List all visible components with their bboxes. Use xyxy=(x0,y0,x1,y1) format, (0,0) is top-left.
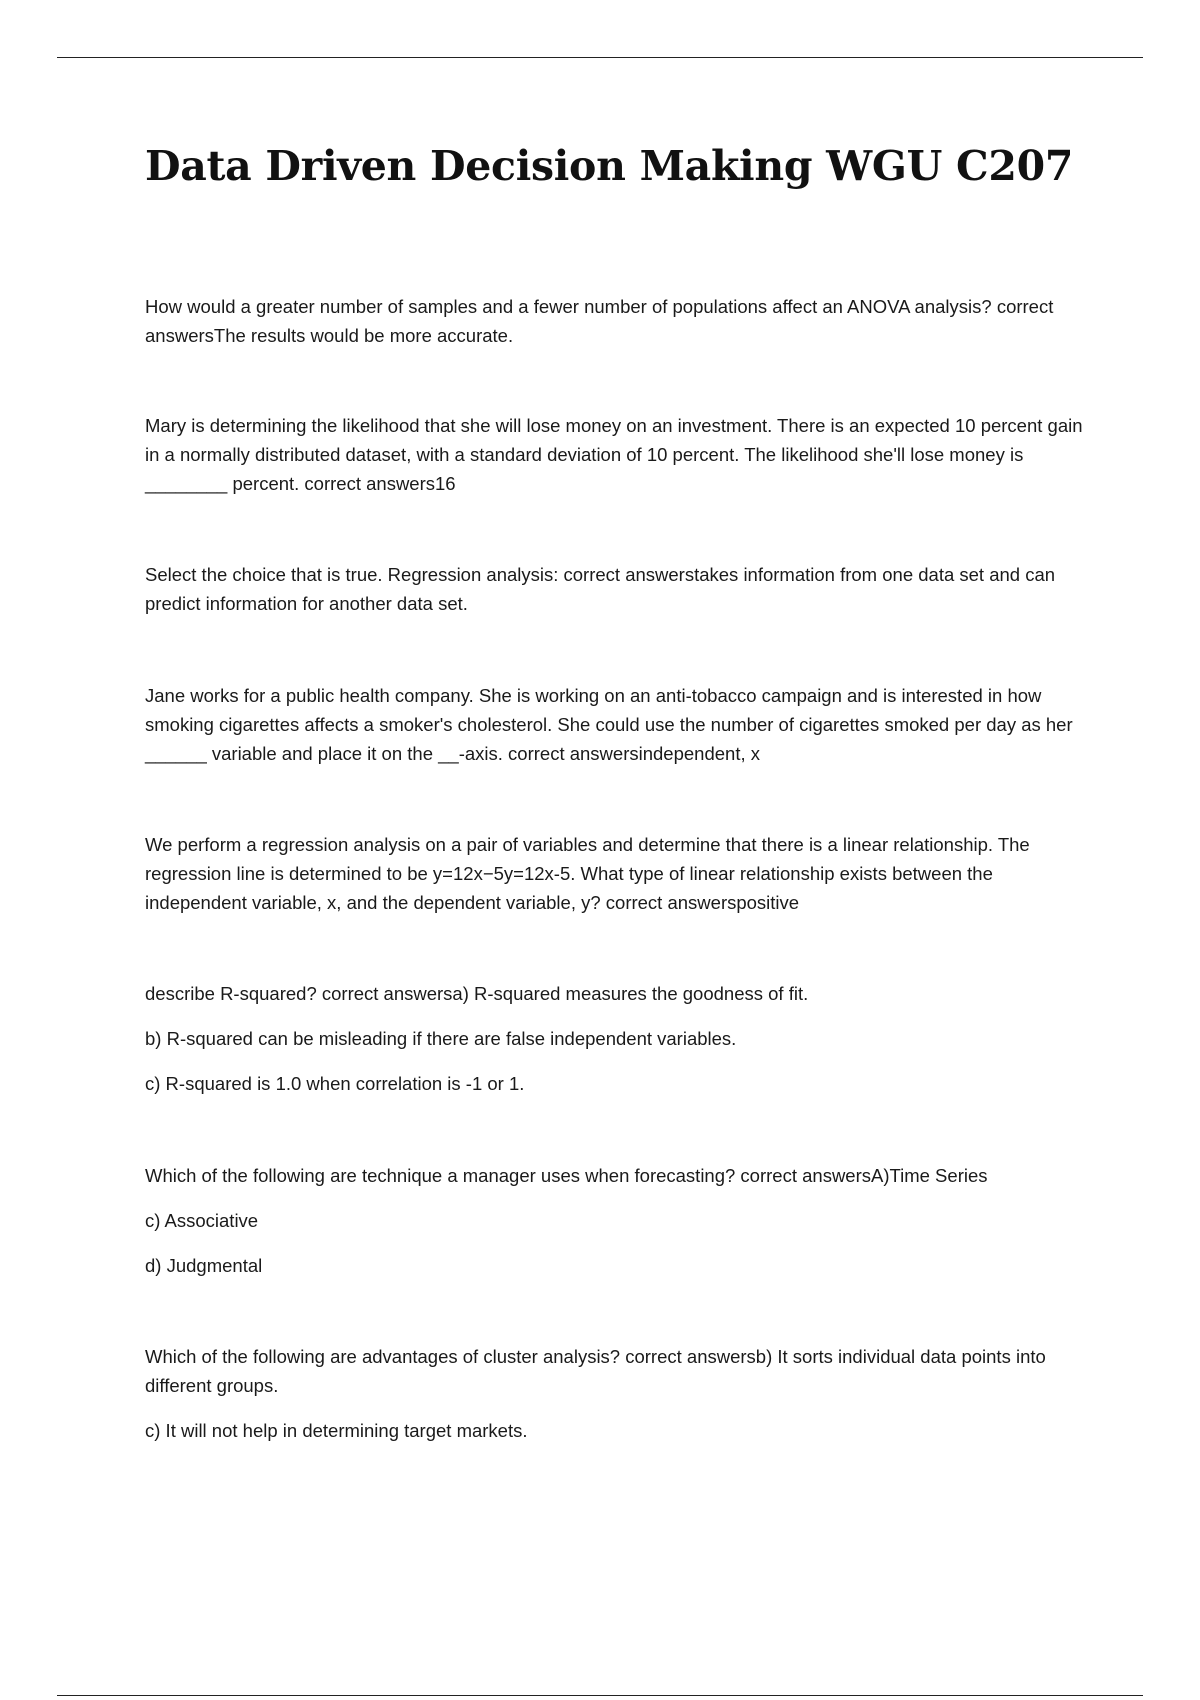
qa-item xyxy=(145,560,1095,618)
qa-text: Jane works for a public health company. She is working on an anti-tobacco campaign and is interested in how smoking cigarettes affects a smoker's cholesterol. She could use the number of cigarettes smoked per day as her ______ variable and place it on the __-axis. correct answersindependent, x xyxy=(145,685,1073,764)
qa-item xyxy=(145,411,1095,498)
top-rule xyxy=(57,57,1143,58)
qa-item xyxy=(145,830,1095,917)
qa-text: We perform a regression analysis on a pair of variables and determine that there is a linear relationship. The regression line is determined to be y=12x−5y=12x-5. What type of linear relationship exists between the independent variable, x, and the dependent variable, y? correct answerspositive xyxy=(145,834,1030,913)
qa-item xyxy=(145,1342,1095,1445)
qa-text: How would a greater number of samples and a fewer number of populations affect an ANOVA analysis? correct answersThe results would be more accurate. xyxy=(145,296,1054,346)
qa-text: Mary is determining the likelihood that she will lose money on an investment. There is an expected 10 percent gain in a normally distributed dataset, with a standard deviation of 10 percent. The likelihood she'll lose money is ________ percent. correct answers16 xyxy=(145,415,1083,494)
qa-item xyxy=(145,1161,1095,1280)
qa-text: Select the choice that is true. Regression analysis: correct answerstakes information from one data set and can predict information for another data set. xyxy=(145,564,1056,614)
qa-item xyxy=(145,979,1095,1098)
qa-option: c) Associative xyxy=(145,1210,259,1231)
qa-option: d) Judgmental xyxy=(145,1255,263,1276)
qa-option: c) R-squared is 1.0 when correlation is -1 or 1. xyxy=(145,1073,525,1094)
qa-text: Which of the following are technique a manager uses when forecasting? correct answersA)Time Series xyxy=(145,1165,988,1186)
qa-option: b) R-squared can be misleading if there are false independent variables. xyxy=(145,1028,737,1049)
qa-item xyxy=(145,292,1095,350)
bottom-rule xyxy=(57,1695,1143,1696)
qa-option: c) It will not help in determining target markets. xyxy=(145,1420,528,1441)
qa-text: Which of the following are advantages of cluster analysis? correct answersb) It sorts individual data points into different groups. xyxy=(145,1346,1046,1396)
qa-text: describe R-squared? correct answersa) R-squared measures the goodness of fit. xyxy=(145,983,809,1004)
qa-item xyxy=(145,681,1095,768)
document-title: Data Driven Decision Making WGU C207 xyxy=(145,142,1074,190)
